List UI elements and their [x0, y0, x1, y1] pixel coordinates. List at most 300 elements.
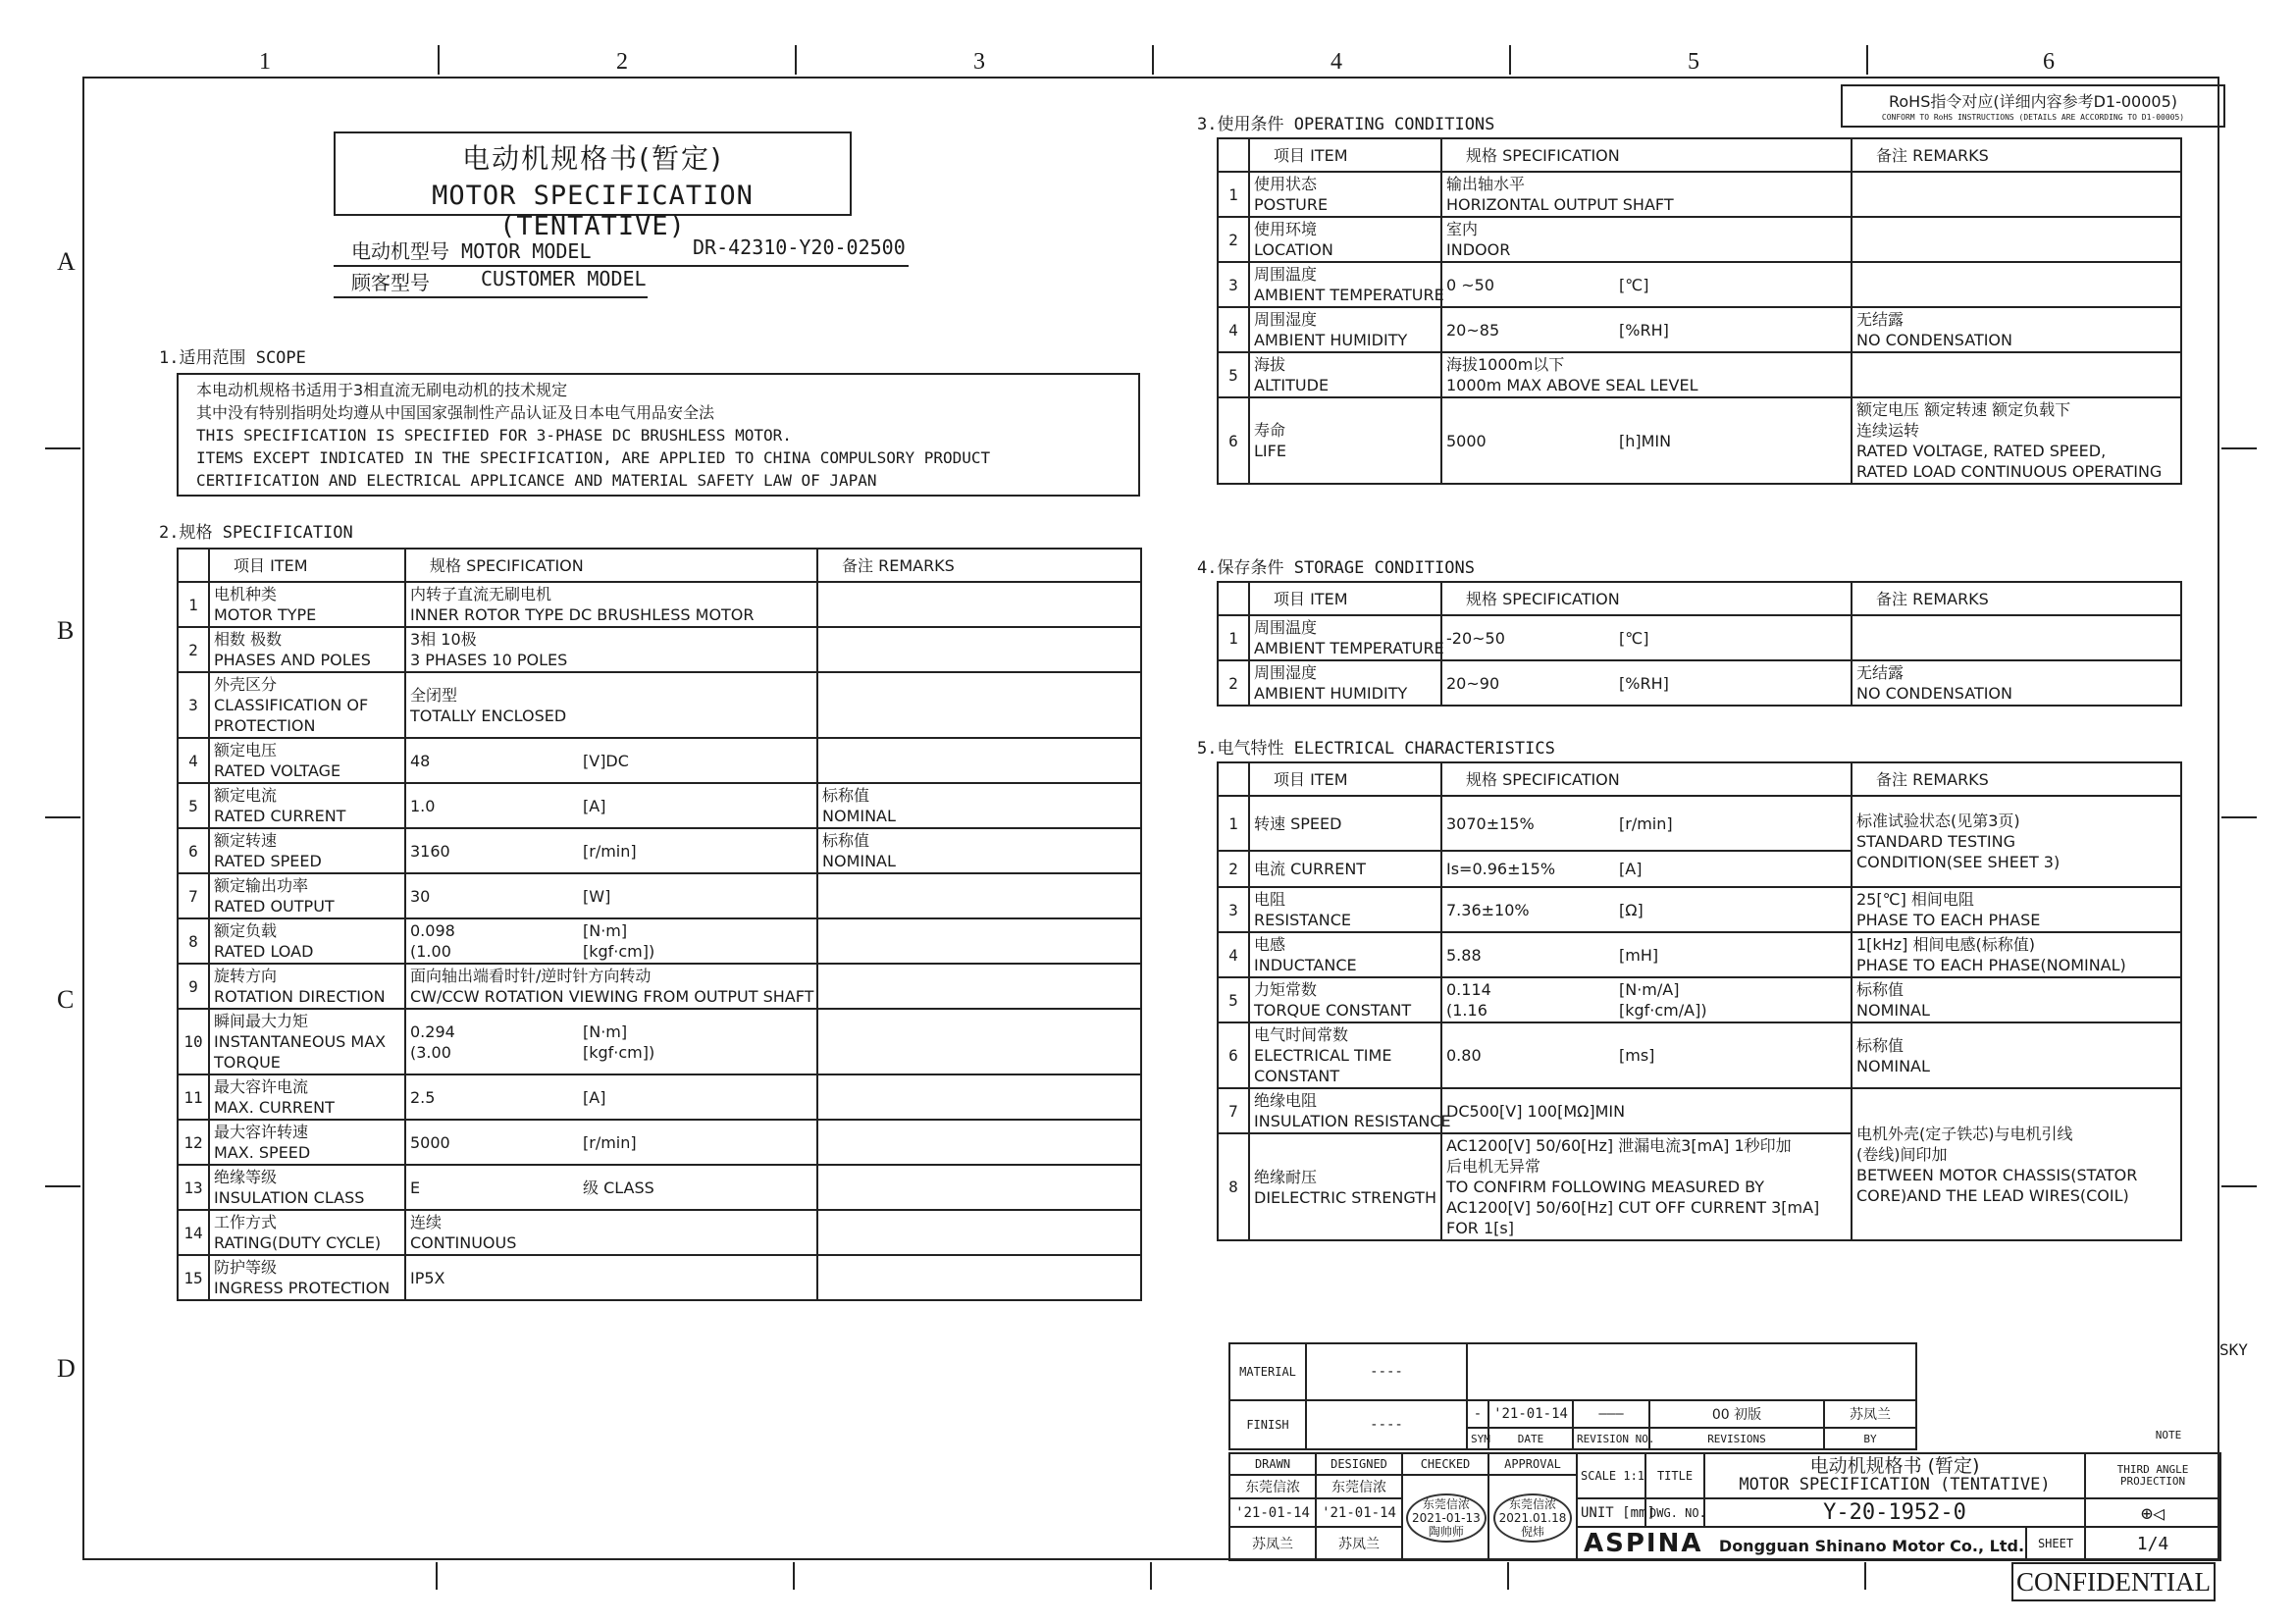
- spec-line: 48: [410, 751, 431, 770]
- spec-cell: [1441, 397, 1852, 484]
- item-cell-line: 周围温度: [1254, 265, 1318, 284]
- item-cell-line: CLASSIFICATION OF: [214, 696, 369, 714]
- remarks-cell: [1852, 1088, 2181, 1240]
- item-cell-line: 电机种类: [214, 585, 278, 603]
- unit-line: [A]: [1619, 860, 1643, 878]
- item-cell: [209, 828, 405, 873]
- item-cell-line: 额定电流: [214, 786, 278, 805]
- item-cell: [1249, 660, 1441, 706]
- spec-cell: [405, 1120, 817, 1165]
- remarks-cell: [817, 1074, 1141, 1120]
- item-cell-line: RESISTANCE: [1254, 911, 1351, 929]
- header-no: [1218, 582, 1249, 615]
- spec-line: 3相 10极: [410, 630, 477, 649]
- item-cell: [209, 1165, 405, 1210]
- spec-line: 20~90: [1446, 673, 1500, 693]
- item-cell-line: LIFE: [1254, 442, 1286, 460]
- remarks-cell: [817, 964, 1141, 1009]
- table-row: [178, 1210, 1141, 1255]
- zone-column-6: 6: [2043, 49, 2055, 75]
- rev-date-value: '21-01-14: [1488, 1400, 1573, 1428]
- row-number: 2: [178, 627, 209, 672]
- item-cell-line: MAX. SPEED: [214, 1143, 311, 1162]
- spec-cell: [1441, 172, 1852, 217]
- remarks-cell-line: RATED LOAD CONTINUOUS OPERATING: [1856, 462, 2163, 481]
- table-row: [178, 582, 1141, 627]
- spec-line: (1.00: [410, 942, 451, 961]
- header-spec: 规格 SPECIFICATION: [1441, 138, 1852, 172]
- header-remarks: 备注 REMARKS: [817, 549, 1141, 582]
- spec-cell: [405, 964, 817, 1009]
- spec-line: 输出轴水平: [1446, 175, 1526, 193]
- spec-line: AC1200[V] 50/60[Hz] 泄漏电流3[mA] 1秒印加: [1446, 1136, 1792, 1155]
- spec-line: INDOOR: [1446, 240, 1511, 259]
- note-label: NOTE: [2155, 1429, 2182, 1441]
- unit-label: UNIT: [1581, 1504, 1614, 1521]
- electrical-table: [1217, 761, 2182, 1241]
- scope-line: 本电动机规格书适用于3相直流无刷电动机的技术规定: [196, 381, 568, 399]
- material-label: MATERIAL: [1229, 1343, 1306, 1400]
- remarks-cell: [817, 918, 1141, 964]
- table-row: [1218, 307, 2181, 352]
- unit-line: [mH]: [1619, 945, 1659, 965]
- item-cell-line: 最大容许转速: [214, 1123, 309, 1141]
- operating-table: [1217, 137, 2182, 485]
- checked-stamp-name: 陶帅师: [1428, 1524, 1464, 1539]
- table-row: [1218, 262, 2181, 307]
- scope-line: 其中没有特别指明处均遵从中国国家强制性产品认证及日本电气用品安全法: [196, 403, 715, 422]
- spec-line: 0.098: [410, 921, 455, 940]
- table-row: [178, 1255, 1141, 1300]
- document-title-box: [334, 131, 852, 241]
- row-number: 5: [1218, 352, 1249, 397]
- remarks-cell: [1852, 660, 2181, 706]
- remarks-line: CORE)AND THE LEAD WIRES(COIL): [1856, 1185, 2129, 1205]
- header-item: 项目 ITEM: [209, 549, 405, 582]
- remarks-cell-line: 标称值: [1856, 980, 1905, 999]
- unit-line: [r/min]: [583, 1132, 637, 1152]
- item-cell-line: RATING(DUTY CYCLE): [214, 1233, 382, 1252]
- remarks-cell: [1852, 217, 2181, 262]
- remarks-cell-line: CONDITION(SEE SHEET 3): [1856, 853, 2061, 871]
- item-cell-line: 使用环境: [1254, 220, 1318, 238]
- remarks-cell: [817, 828, 1141, 873]
- item-cell: [1249, 397, 1441, 484]
- spec-line: TOTALLY ENCLOSED: [410, 706, 567, 725]
- row-number: 3: [1218, 887, 1249, 932]
- spec-line: 海拔1000m以下: [1446, 355, 1565, 374]
- unit-line: [N·m]: [583, 1022, 628, 1041]
- sky-mark: SKY: [2219, 1340, 2248, 1359]
- item-cell-line: 额定负载: [214, 921, 278, 940]
- table-row: [178, 1120, 1141, 1165]
- spec-line: 面向轴出端看时针/逆时针方向转动: [410, 967, 652, 985]
- table-row: [178, 918, 1141, 964]
- row-number: 6: [178, 828, 209, 873]
- item-cell-line: 海拔: [1254, 355, 1286, 374]
- unit-line: [N·m/A]: [1619, 980, 1680, 999]
- storage-heading: 4.保存条件 STORAGE CONDITIONS: [1197, 558, 1475, 578]
- rohs-line-cn: RoHS指令对应(详细内容参考D1-00005): [1888, 92, 2178, 111]
- rohs-notice: [1841, 84, 2225, 128]
- zone-tick-bottom: [1507, 1562, 1509, 1590]
- remarks-cell-line: 标称值: [1856, 1035, 1905, 1055]
- item-cell-line: 转速 SPEED: [1254, 813, 1342, 833]
- header-item: 项目 ITEM: [1249, 762, 1441, 796]
- remarks-line: BETWEEN MOTOR CHASSIS(STATOR: [1856, 1165, 2138, 1184]
- unit-line: [A]: [583, 796, 606, 815]
- item-cell-line: 绝缘耐压: [1254, 1167, 1318, 1186]
- item-cell: [1249, 172, 1441, 217]
- spec-line: HORIZONTAL OUTPUT SHAFT: [1446, 195, 1674, 214]
- spec-line: 7.36±10%: [1446, 900, 1530, 919]
- spec-line: 5000: [410, 1132, 450, 1152]
- unit-line: [A]: [583, 1087, 606, 1107]
- row-number: 8: [1218, 1133, 1249, 1240]
- item-cell-line: INSTANTANEOUS MAX: [214, 1032, 387, 1051]
- operating-heading: 3.使用条件 OPERATING CONDITIONS: [1197, 115, 1495, 134]
- spec-line: 0 ~50: [1446, 275, 1495, 294]
- zone-column-2: 2: [616, 49, 628, 75]
- unit-line: [r/min]: [1619, 813, 1673, 833]
- rev-text-value: 00 初版: [1649, 1400, 1824, 1428]
- spec-cell: [1441, 1022, 1852, 1088]
- row-number: 2: [1218, 851, 1249, 887]
- item-cell-line: RATED VOLTAGE: [214, 761, 341, 780]
- remarks-cell-line: PHASE TO EACH PHASE(NOMINAL): [1856, 956, 2126, 974]
- scope-line: CERTIFICATION AND ELECTRICAL APPLICANCE AND MATERIAL SAFETY LAW OF JAPAN: [196, 471, 877, 490]
- approval-stamp-name: 倪炜: [1520, 1524, 1544, 1539]
- item-cell-line: AMBIENT TEMPERATURE: [1254, 286, 1444, 304]
- table-row: [178, 1009, 1141, 1074]
- spec-line: 全闭型: [410, 685, 458, 705]
- row-number: 13: [178, 1165, 209, 1210]
- spec-heading: 2.规格 SPECIFICATION: [159, 523, 353, 543]
- remarks-cell-line: 25[℃] 相间电阻: [1856, 890, 1974, 909]
- spec-cell: [1441, 352, 1852, 397]
- item-cell-line: RATED SPEED: [214, 852, 322, 870]
- unit-line: [Ω]: [1619, 900, 1644, 919]
- unit-line: [%RH]: [1619, 673, 1669, 693]
- spec-cell: [1441, 615, 1852, 660]
- item-cell: [1249, 977, 1441, 1022]
- item-cell: [1249, 615, 1444, 660]
- spec-line: -20~50: [1446, 628, 1505, 648]
- item-cell-line: 周围湿度: [1254, 310, 1318, 329]
- remarks-cell: [817, 627, 1141, 672]
- row-number: 3: [1218, 262, 1249, 307]
- spec-cell: [405, 1210, 817, 1255]
- item-cell-line: ROTATION DIRECTION: [214, 987, 386, 1006]
- row-number: 2: [1218, 217, 1249, 262]
- remarks-cell-line: 无结露: [1856, 663, 1905, 682]
- material-value: ----: [1306, 1343, 1467, 1400]
- item-cell-line: 周围温度: [1254, 618, 1318, 637]
- item-cell: [1249, 1133, 1441, 1240]
- approval-block: [1228, 1452, 2221, 1561]
- spec-cell: [405, 1074, 817, 1120]
- table-row: [1218, 796, 2181, 851]
- revno-label: REVISION NO.: [1573, 1428, 1649, 1449]
- item-cell-line: MOTOR TYPE: [214, 605, 317, 624]
- zone-column-1: 1: [259, 49, 271, 75]
- remarks-line: (卷线)间印加: [1856, 1144, 1948, 1164]
- remarks-cell: [1852, 262, 2181, 307]
- item-cell-line: LOCATION: [1254, 240, 1333, 259]
- item-cell-line: TORQUE: [214, 1053, 281, 1072]
- remarks-cell-line: NOMINAL: [822, 807, 896, 825]
- remarks-cell-line: NOMINAL: [822, 852, 896, 870]
- unit-line: [kgf·cm]): [583, 942, 655, 961]
- table-row: [178, 783, 1141, 828]
- drawn-label: DRAWN: [1229, 1453, 1316, 1475]
- item-cell-line: 电流 CURRENT: [1254, 860, 1367, 878]
- designed-date: '21-01-14: [1316, 1498, 1402, 1527]
- item-cell: [1249, 217, 1441, 262]
- header-spec: 规格 SPECIFICATION: [405, 549, 817, 582]
- remarks-cell: [1852, 172, 2181, 217]
- scale-value: 1:1: [1623, 1469, 1645, 1483]
- header-remarks: 备注 REMARKS: [1852, 582, 2181, 615]
- item-cell-line: ALTITUDE: [1254, 376, 1330, 394]
- spec-cell: [1441, 796, 1852, 851]
- row-number: 14: [178, 1210, 209, 1255]
- item-cell: [1249, 307, 1441, 352]
- spec-line: E: [410, 1178, 421, 1197]
- row-number: 15: [178, 1255, 209, 1300]
- projection-symbol: ⊕◁: [2085, 1498, 2220, 1527]
- spec-line: IP5X: [410, 1268, 445, 1287]
- item-cell-line: 额定转速: [214, 831, 278, 850]
- remarks-cell-line: 1[kHz] 相间电感(标称值): [1856, 935, 2035, 954]
- drawn-company: 东莞信浓: [1229, 1475, 1316, 1498]
- projection-label: THIRD ANGLE PROJECTION: [2085, 1453, 2220, 1498]
- remarks-cell: [817, 582, 1141, 627]
- remarks-cell: [817, 1120, 1141, 1165]
- item-cell: [209, 1074, 405, 1120]
- header-no: [1218, 762, 1249, 796]
- spec-line: 后电机无异常: [1446, 1157, 1541, 1176]
- sheet-value: 1/4: [2085, 1527, 2220, 1560]
- table-row: [1218, 172, 2181, 217]
- aspina-logo: ASPINA: [1584, 1529, 1703, 1558]
- table-row: [178, 1074, 1141, 1120]
- item-cell-line: MAX. CURRENT: [214, 1098, 335, 1117]
- item-cell-line: 额定电压: [214, 741, 278, 760]
- finish-label: FINISH: [1229, 1400, 1306, 1449]
- spec-cell: [405, 1009, 817, 1074]
- zone-row-c: C: [57, 985, 75, 1014]
- spec-cell: [405, 627, 817, 672]
- header-remarks: 备注 REMARKS: [1852, 138, 2181, 172]
- item-cell-line: INGRESS PROTECTION: [214, 1279, 391, 1297]
- spec-cell: [1441, 217, 1852, 262]
- finish-value: ----: [1306, 1400, 1467, 1449]
- spec-line: 连续: [410, 1213, 443, 1231]
- zone-tick-bottom: [793, 1562, 795, 1590]
- table-row: [1218, 887, 2181, 932]
- item-cell-line: 瞬间最大力矩: [214, 1012, 309, 1030]
- item-cell-line: INSULATION CLASS: [214, 1188, 365, 1207]
- zone-tick: [1866, 45, 1868, 75]
- item-cell: [1249, 796, 1441, 851]
- zone-row-d: D: [57, 1354, 76, 1383]
- item-cell-line: 相数 极数: [214, 630, 283, 649]
- drawn-name: 苏凤兰: [1229, 1527, 1316, 1560]
- spec-cell: [1441, 262, 1852, 307]
- revision-block: [1228, 1342, 2221, 1450]
- spec-line: 1.0: [410, 796, 436, 815]
- item-cell-line: PHASES AND POLES: [214, 651, 371, 669]
- zone-row-a: A: [57, 247, 76, 276]
- table-row: [1218, 660, 2181, 706]
- by-label: BY: [1824, 1428, 1916, 1449]
- row-number: 11: [178, 1074, 209, 1120]
- item-cell: [1249, 1088, 1451, 1133]
- scope-line: ITEMS EXCEPT INDICATED IN THE SPECIFICATION, ARE APPLIED TO CHINA COMPULSORY PRODUCT: [196, 448, 991, 467]
- item-cell: [209, 873, 405, 918]
- row-number: 3: [178, 672, 209, 738]
- item-cell-line: INSULATION RESISTANCE: [1254, 1112, 1451, 1130]
- customer-underline: [334, 296, 648, 298]
- spec-line: 0.80: [1446, 1046, 1482, 1065]
- table-row: [1218, 977, 2181, 1022]
- spec-cell: [405, 1165, 817, 1210]
- table-row: [178, 964, 1141, 1009]
- spec-cell: [1441, 1088, 1852, 1133]
- item-cell: [209, 964, 405, 1009]
- remarks-cell-line: NOMINAL: [1856, 1001, 1930, 1020]
- item-cell-line: 电气时间常数: [1254, 1025, 1349, 1044]
- item-cell-line: 额定输出功率: [214, 876, 309, 895]
- table-row: [1218, 1022, 2181, 1088]
- spec-table: [177, 548, 1142, 1301]
- header-spec: 规格 SPECIFICATION: [1441, 762, 1852, 796]
- sheet-label: SHEET: [2026, 1527, 2085, 1560]
- item-cell-line: 力矩常数: [1254, 980, 1318, 999]
- unit-line: [N·m]: [583, 921, 628, 940]
- row-number: 6: [1218, 397, 1249, 484]
- zone-side-tick: [45, 1185, 80, 1187]
- table-row: [1218, 932, 2181, 977]
- remarks-cell: [1852, 1022, 2181, 1088]
- spec-line: CW/CCW ROTATION VIEWING FROM OUTPUT SHAFT: [410, 987, 814, 1006]
- item-cell-line: 防护等级: [214, 1258, 278, 1277]
- spec-line: 内转子直流无刷电机: [410, 585, 552, 603]
- spec-cell: [1441, 932, 1852, 977]
- remarks-cell: [817, 1165, 1141, 1210]
- remarks-cell: [1852, 887, 2181, 932]
- item-cell-line: AMBIENT HUMIDITY: [1254, 684, 1408, 703]
- item-cell-line: 周围湿度: [1254, 663, 1318, 682]
- unit-line: [V]DC: [583, 751, 629, 770]
- rev-sym-value: -: [1467, 1400, 1488, 1428]
- remarks-cell: [817, 783, 1141, 828]
- remarks-cell-line: RATED VOLTAGE, RATED SPEED,: [1856, 442, 2107, 460]
- remarks-cell-line: NOMINAL: [1856, 1056, 1930, 1075]
- scope-heading: 1.适用范围 SCOPE: [159, 348, 306, 368]
- designed-name: 苏凤兰: [1316, 1527, 1402, 1560]
- rohs-line-en: CONFORM TO RoHS INSTRUCTIONS (DETAILS ARE ACCORDING TO D1-00005): [1881, 113, 2185, 122]
- remarks-cell: [1852, 352, 2181, 397]
- spec-cell: [405, 828, 817, 873]
- item-cell-line: 使用状态: [1254, 175, 1318, 193]
- remarks-cell-line: 标准试验状态(见第3页): [1856, 812, 2020, 830]
- item-cell: [1249, 262, 1444, 307]
- item-cell: [1249, 932, 1441, 977]
- row-number: 1: [1218, 796, 1249, 851]
- motor-model-value: DR-42310-Y20-02500: [693, 236, 906, 259]
- zone-tick: [438, 45, 440, 75]
- unit-line: [W]: [583, 886, 611, 906]
- table-row: [178, 738, 1141, 783]
- item-cell: [1249, 887, 1441, 932]
- item-cell-line: TORQUE CONSTANT: [1254, 1001, 1412, 1020]
- unit-line: [%RH]: [1619, 320, 1669, 340]
- zone-column-3: 3: [973, 49, 985, 75]
- remarks-cell-line: 额定电压 额定转速 额定负载下: [1856, 400, 2071, 419]
- spec-line: 0.294: [410, 1022, 455, 1041]
- item-cell-line: RATED CURRENT: [214, 807, 346, 825]
- date-label: DATE: [1488, 1428, 1573, 1449]
- remarks-cell-line: 标称值: [822, 831, 870, 850]
- zone-tick: [795, 45, 797, 75]
- approval-stamp: [1493, 1493, 1573, 1543]
- row-number: 7: [1218, 1088, 1249, 1133]
- table-row: [1218, 217, 2181, 262]
- remarks-cell-line: NO CONDENSATION: [1856, 331, 2012, 349]
- item-cell: [1249, 352, 1441, 397]
- unit-line: [kgf·cm/A]): [1619, 1001, 1707, 1020]
- unit-line: [r/min]: [583, 841, 637, 861]
- spec-cell: [405, 918, 817, 964]
- header-spec: 规格 SPECIFICATION: [1441, 582, 1852, 615]
- scope-line: THIS SPECIFICATION IS SPECIFIED FOR 3-PHASE DC BRUSHLESS MOTOR.: [196, 426, 792, 445]
- scope-text-box: [177, 373, 1140, 497]
- checked-label: CHECKED: [1402, 1453, 1488, 1475]
- zone-side-tick-right: [2221, 447, 2257, 449]
- designed-company: 东莞信浓: [1316, 1475, 1402, 1498]
- designed-label: DESIGNED: [1316, 1453, 1402, 1475]
- revisions-label: REVISIONS: [1649, 1428, 1824, 1449]
- row-number: 5: [1218, 977, 1249, 1022]
- unit-value: [mm]: [1622, 1504, 1655, 1521]
- rev-by-value: 苏凤兰: [1824, 1400, 1916, 1428]
- zone-tick: [1152, 45, 1154, 75]
- remarks-cell-line: NO CONDENSATION: [1856, 684, 2012, 703]
- spec-line: 5.88: [1446, 945, 1482, 965]
- spec-line: DC500[V] 100[MΩ]MIN: [1446, 1101, 1626, 1121]
- zone-side-tick: [45, 447, 80, 449]
- unit-line: [ms]: [1619, 1046, 1655, 1065]
- item-cell-line: AMBIENT TEMPERATURE: [1254, 639, 1444, 657]
- spec-line: 20~85: [1446, 320, 1500, 340]
- spec-line: 1000m MAX ABOVE SEAL LEVEL: [1446, 376, 1698, 394]
- spec-line: (3.00: [410, 1042, 451, 1062]
- document-title-cn: 电动机规格书(暂定): [462, 142, 723, 175]
- remarks-cell-line: STANDARD TESTING: [1856, 832, 2016, 851]
- dwg-value: Y-20-1952-0: [1704, 1498, 2085, 1527]
- header-item: 项目 ITEM: [1249, 582, 1441, 615]
- table-row: [1218, 352, 2181, 397]
- item-cell: [209, 1210, 405, 1255]
- row-number: 4: [1218, 932, 1249, 977]
- item-cell: [1249, 1022, 1441, 1088]
- item-cell-line: RATED OUTPUT: [214, 897, 335, 916]
- item-cell-line: 绝缘等级: [214, 1168, 278, 1186]
- item-cell-line: AMBIENT HUMIDITY: [1254, 331, 1408, 349]
- row-number: 4: [1218, 307, 1249, 352]
